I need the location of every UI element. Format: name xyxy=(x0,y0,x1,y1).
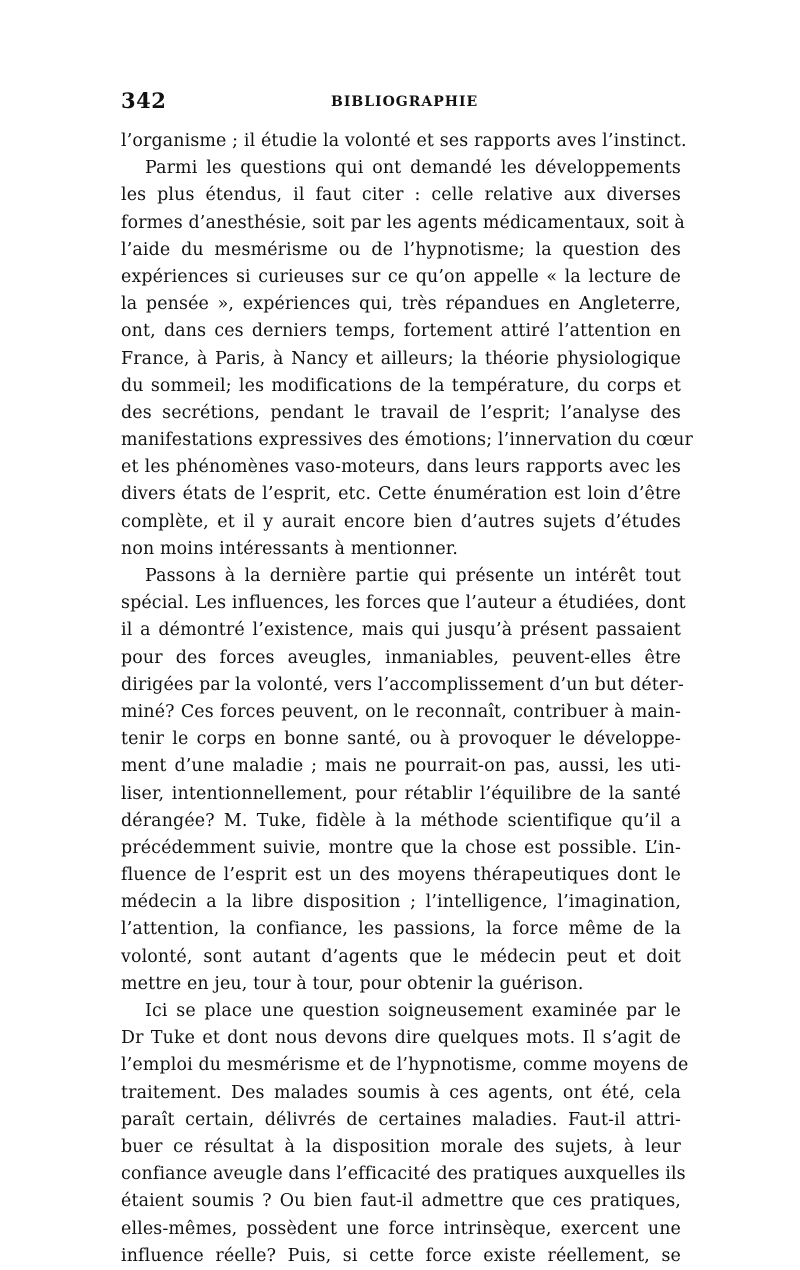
text-line: des secrétions, pendant le travail de l’esprit; l’analyse des xyxy=(121,402,681,423)
text-line: pour des forces aveugles, inmaniables, peuvent-elles être xyxy=(121,647,681,668)
text-line: liser, intentionnellement, pour rétablir l’équilibre de la santé xyxy=(121,783,681,804)
text-line: spécial. Les influences, les forces que l’auteur a étudiées, dont xyxy=(121,593,686,614)
text-line: confiance aveugle dans l’efficacité des pratiques auxquelles ils xyxy=(121,1164,686,1185)
text-line: et les phénomènes vaso-moteurs, dans leurs rapports avec les xyxy=(121,457,681,478)
text-line: l’organisme ; il étudie la volonté et ses rapports aves l’instinct. xyxy=(121,131,687,151)
text-line: les plus étendus, il faut citer : celle relative aux diverses xyxy=(121,185,681,206)
text-line: Passons à la dernière partie qui présente un intérêt tout xyxy=(145,566,681,586)
text-line: ment d’une maladie ; mais ne pourrait-on pas, aussi, les uti- xyxy=(121,756,681,777)
text-line: manifestations expressives des émotions; l’innervation du cœur xyxy=(121,430,693,451)
text-line: l’emploi du mesmérisme et de l’hypnotisme, comme moyens de xyxy=(121,1055,689,1076)
text-line: Parmi les questions qui ont demandé les développements xyxy=(145,158,681,179)
text-line: paraît certain, délivrés de certaines maladies. Faut-il attri- xyxy=(121,1109,681,1130)
text-line: dérangée? M. Tuke, fidèle à la méthode scientifique qu’il a xyxy=(121,810,681,831)
text-line: mettre en jeu, tour à tour, pour obtenir la guérison. xyxy=(121,973,584,994)
text-line: buer ce résultat à la disposition morale des sujets, à leur xyxy=(121,1136,681,1157)
text-line: formes d’anesthésie, soit par les agents médicamentaux, soit à xyxy=(121,212,685,233)
text-line: médecin a la libre disposition ; l’intelligence, l’imagination, xyxy=(121,892,681,913)
text-line: complète, et il y aurait encore bien d’autres sujets d’études xyxy=(121,511,681,532)
text-line: volonté, sont autant d’agents que le médecin peut et doit xyxy=(121,946,681,967)
body-text xyxy=(121,128,693,1270)
text-line: traitement. Des malades soumis à ces agents, ont été, cela xyxy=(121,1082,681,1103)
text-line: il a démontré l’existence, mais qui jusqu’à présent passaient xyxy=(121,620,681,641)
text-line: miné? Ces forces peuvent, on le reconnaît, contribuer à main- xyxy=(121,701,681,722)
text-line: influence réelle? Puis, si cette force existe réellement, se xyxy=(121,1245,681,1266)
text-line: expériences si curieuses sur ce qu’on appelle « la lecture de xyxy=(121,266,681,287)
text-line: fluence de l’esprit est un des moyens thérapeutiques dont le xyxy=(121,865,681,886)
text-line: elles-mêmes, possèdent une force intrinsèque, exercent une xyxy=(121,1218,681,1239)
text-line: France, à Paris, à Nancy et ailleurs; la théorie physiologique xyxy=(121,348,681,369)
text-line: étaient soumis ? Ou bien faut-il admettre que ces pratiques, xyxy=(121,1191,681,1212)
running-title: BIBLIOGRAPHIE xyxy=(331,94,479,110)
text-line: Dr Tuke et dont nous devons dire quelques mots. Il s’agit de xyxy=(121,1028,681,1049)
text-line: tenir le corps en bonne santé, ou à provoquer le développe- xyxy=(121,729,681,750)
text-line: divers états de l’esprit, etc. Cette énumération est loin d’être xyxy=(121,484,681,505)
text-line: dirigées par la volonté, vers l’accomplissement d’un but déter- xyxy=(121,674,684,695)
text-line: l’aide du mesmérisme ou de l’hypnotisme; la question des xyxy=(121,239,681,260)
running-head xyxy=(121,88,681,128)
text-line: Ici se place une question soigneusement examinée par le xyxy=(145,1001,681,1021)
text-line: du sommeil; les modifications de la température, du corps et xyxy=(121,375,681,396)
page-number: 342 xyxy=(121,88,167,113)
text-line: l’attention, la confiance, les passions, la force même de la xyxy=(121,919,681,940)
book-page xyxy=(121,88,693,1270)
text-line: non moins intéressants à mentionner. xyxy=(121,538,459,559)
text-line: précédemment suivie, montre que la chose est possible. L’in- xyxy=(121,837,681,858)
text-line: ont, dans ces derniers temps, fortement attiré l’attention en xyxy=(121,321,681,342)
text-line: la pensée », expériences qui, très répandues en Angleterre, xyxy=(121,294,681,315)
